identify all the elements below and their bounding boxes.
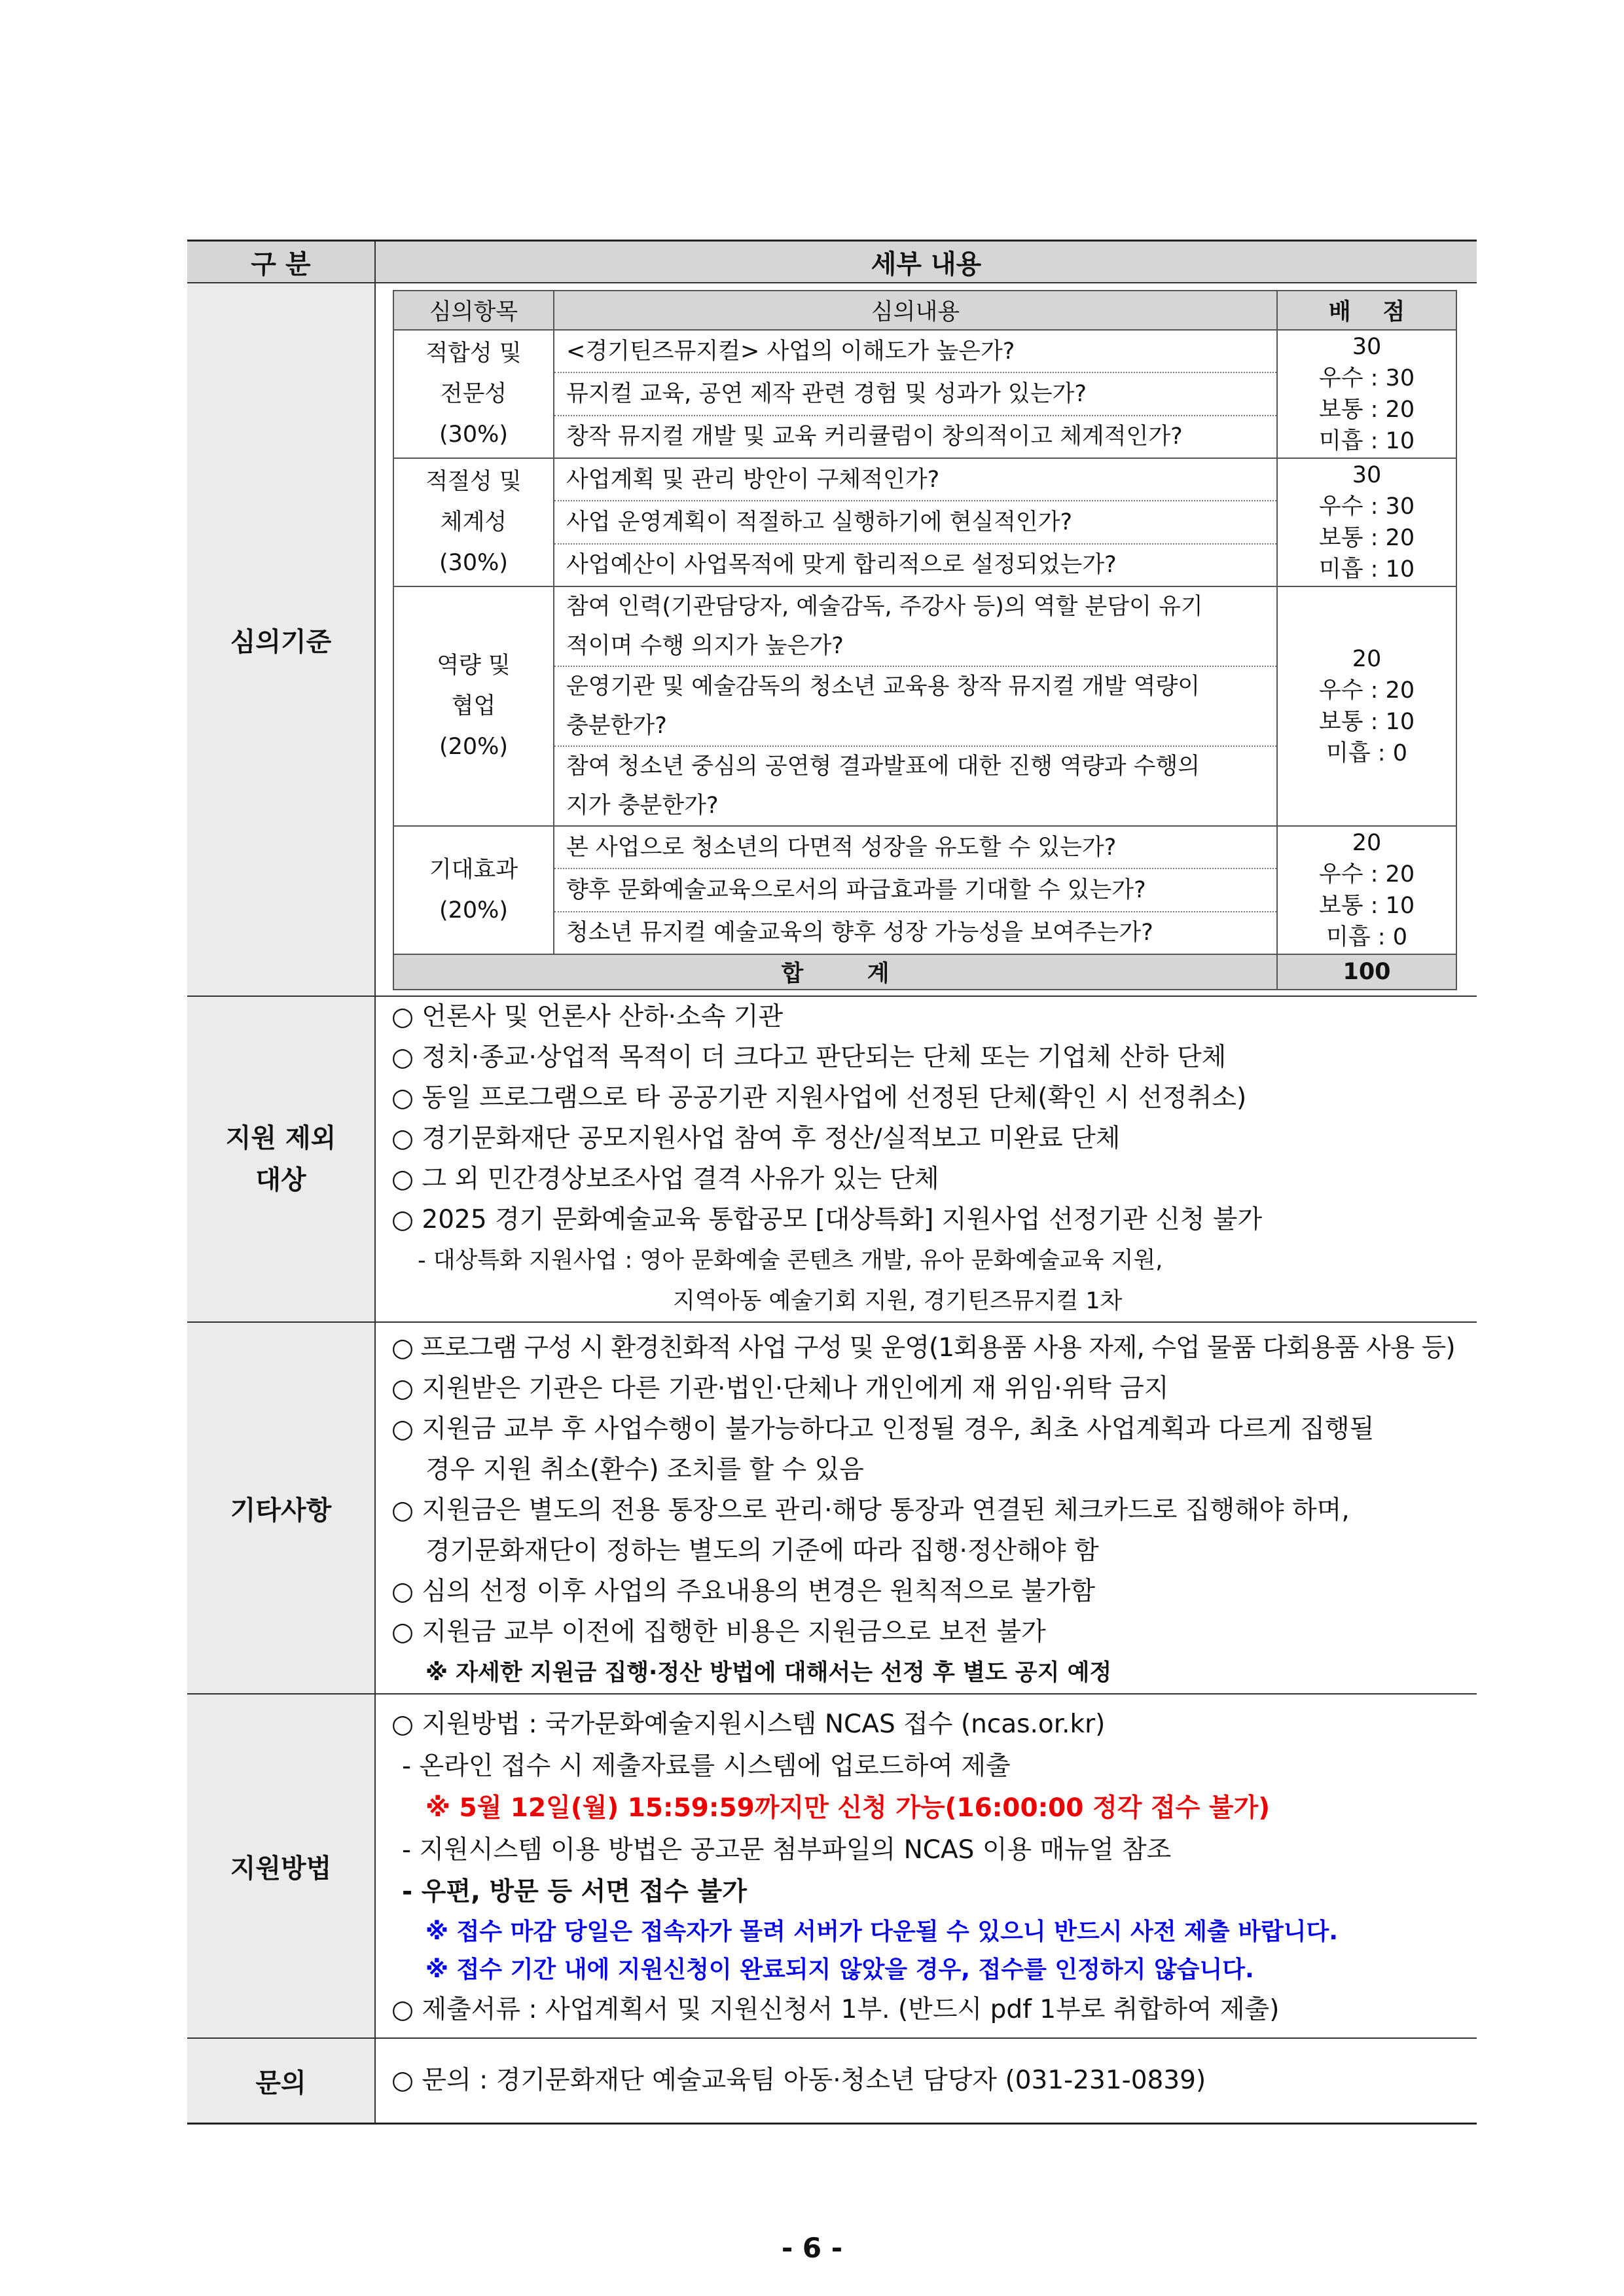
criteria-item xyxy=(393,586,554,826)
criteria-score-line: 우수 : 30 xyxy=(1318,493,1415,520)
criteria-item-line: 협업 xyxy=(451,693,496,719)
criteria-item-line: (20%) xyxy=(439,734,509,760)
method-line: - 온라인 접수 시 제출자료를 시스템에 업로드하여 제출 xyxy=(402,1751,1011,1781)
method-line: - 우편, 방문 등 서면 접수 불가 xyxy=(402,1877,747,1907)
criteria-content-row xyxy=(393,826,1456,869)
criteria-content-line: 창작 뮤지컬 개발 및 교육 커리큘럼이 창의적이고 체계적인가? xyxy=(566,423,1183,450)
criteria-label: 심의기준 xyxy=(187,283,375,996)
other-item: ○ 지원금은 별도의 전용 통장으로 관리·해당 통장과 연결된 체크카드로 집행해야 하며, xyxy=(391,1496,1350,1525)
exclusion-row xyxy=(187,996,1477,1322)
criteria-item-line: (30%) xyxy=(439,550,509,576)
exclusion-sub-line: 지역아동 예술기회 지원, 경기틴즈뮤지컬 1차 xyxy=(673,1288,1123,1314)
criteria-item-line: 체계성 xyxy=(440,509,507,535)
criteria-content-line: 충분한가? xyxy=(566,713,667,739)
criteria-score-line: 20 xyxy=(1352,646,1382,672)
criteria-content xyxy=(554,458,1277,501)
criteria-item-line: 적합성 및 xyxy=(425,340,522,367)
exclusion-label xyxy=(187,996,375,1322)
criteria-content-row xyxy=(393,330,1456,372)
other-label: 기타사항 xyxy=(187,1322,375,1694)
criteria-item xyxy=(393,826,554,954)
criteria-score-line: 미흡 : 0 xyxy=(1326,740,1407,766)
criteria-header-row xyxy=(393,291,1456,330)
criteria-item-line: 기대효과 xyxy=(429,857,518,883)
criteria-score-line: 우수 : 20 xyxy=(1318,677,1415,704)
criteria-content xyxy=(554,912,1277,954)
criteria-content xyxy=(554,826,1277,869)
total-label: 합 계 xyxy=(393,954,1277,990)
total-value: 100 xyxy=(1277,954,1456,990)
method-label: 지원방법 xyxy=(187,1694,375,2038)
inquiry-content xyxy=(375,2038,1477,2124)
col-header-content: 심의내용 xyxy=(554,291,1277,330)
inquiry-line: ○ 문의 : 경기문화재단 예술교육팀 아동·청소년 담당자 (031-231-0839) xyxy=(391,2066,1206,2095)
criteria-content-line: 본 사업으로 청소년의 다면적 성장을 유도할 수 있는가? xyxy=(566,834,1117,861)
criteria-content xyxy=(554,372,1277,415)
criteria-content-line: 사업계획 및 관리 방안이 구체적인가? xyxy=(566,466,940,493)
exclusion-sub-line: - 대상특화 지원사업 : 영아 문화예술 콘텐츠 개발, 유아 문화예술교육 지원, xyxy=(418,1247,1163,1274)
exclusion-item: ○ 정치·종교·상업적 목적이 더 크다고 판단되는 단체 또는 기업체 산하 단체 xyxy=(391,1043,1227,1072)
page-number: - 6 - xyxy=(781,2232,843,2264)
method-deadline: ※ 5월 12일(월) 15:59:59까지만 신청 가능(16:00:00 정각 접수 불가) xyxy=(425,1793,1271,1823)
criteria-content-line: 청소년 뮤지컬 예술교육의 향후 성장 가능성을 보여주는가? xyxy=(566,920,1153,946)
main-table xyxy=(187,240,1477,2125)
method-warning: ※ 접수 기간 내에 지원신청이 완료되지 않았을 경우, 접수를 인정하지 않습니다. xyxy=(425,1956,1254,1983)
criteria-content xyxy=(554,869,1277,911)
criteria-total-row xyxy=(393,954,1456,990)
criteria-content-line: <경기틴즈뮤지컬> 사업의 이해도가 높은가? xyxy=(566,338,1015,365)
method-row xyxy=(187,1694,1477,2038)
method-content xyxy=(375,1694,1477,2038)
criteria-content-row xyxy=(393,458,1456,501)
criteria-score-line: 미흡 : 0 xyxy=(1326,924,1407,950)
criteria-score-line: 보통 : 20 xyxy=(1318,525,1415,551)
criteria-content-line: 운영기관 및 예술감독의 청소년 교육용 창작 뮤지컬 개발 역량이 xyxy=(566,673,1200,700)
criteria-item-line: (20%) xyxy=(439,897,509,924)
criteria-score-line: 보통 : 10 xyxy=(1318,709,1415,735)
criteria-content-line: 참여 청소년 중심의 공연형 결과발표에 대한 진행 역량과 수행의 xyxy=(566,753,1200,780)
exclusion-label-line: 대상 xyxy=(255,1165,306,1195)
other-item-cont: 경우 지원 취소(환수) 조치를 할 수 있음 xyxy=(425,1455,864,1484)
criteria-item-line: 역량 및 xyxy=(437,653,511,679)
header-details: 세부 내용 xyxy=(375,241,1477,283)
criteria-score xyxy=(1277,330,1456,458)
col-header-item: 심의항목 xyxy=(393,291,554,330)
criteria-score-line: 미흡 : 10 xyxy=(1318,428,1415,454)
criteria-score xyxy=(1277,826,1456,954)
criteria-item-line: (30%) xyxy=(439,422,509,448)
criteria-content-line: 향후 문화예술교육으로서의 파급효과를 기대할 수 있는가? xyxy=(566,876,1146,903)
criteria-content xyxy=(554,544,1277,586)
criteria-content-line: 사업 운영계획이 적절하고 실행하기에 현실적인가? xyxy=(566,509,1073,535)
criteria-score-line: 우수 : 20 xyxy=(1318,861,1415,888)
criteria-table xyxy=(393,290,1457,990)
header-row xyxy=(187,241,1477,283)
method-line: - 지원시스템 이용 방법은 공고문 첨부파일의 NCAS 이용 매뉴얼 참조 xyxy=(402,1835,1172,1865)
other-row xyxy=(187,1322,1477,1694)
criteria-content xyxy=(554,586,1277,666)
criteria-score-line: 미흡 : 10 xyxy=(1318,556,1415,583)
exclusion-item: ○ 동일 프로그램으로 타 공공기관 지원사업에 선정된 단체(확인 시 선정취소) xyxy=(391,1083,1247,1113)
exclusion-item: ○ 경기문화재단 공모지원사업 참여 후 정산/실적보고 미완료 단체 xyxy=(391,1124,1121,1153)
criteria-score-line: 우수 : 30 xyxy=(1318,365,1415,391)
other-content xyxy=(375,1322,1477,1694)
other-item-cont: 경기문화재단이 정하는 별도의 기준에 따라 집행·정산해야 함 xyxy=(425,1536,1099,1566)
criteria-item xyxy=(393,330,554,458)
criteria-content xyxy=(554,501,1277,543)
exclusion-item: ○ 2025 경기 문화예술교육 통합공모 [대상특화] 지원사업 선정기관 신청 불가 xyxy=(391,1205,1263,1234)
other-item: ○ 심의 선정 이후 사업의 주요내용의 변경은 원칙적으로 불가함 xyxy=(391,1577,1096,1606)
header-category: 구 분 xyxy=(187,241,375,283)
criteria-content-line: 사업예산이 사업목적에 맞게 합리적으로 설정되었는가? xyxy=(566,552,1117,579)
exclusion-content xyxy=(375,996,1477,1322)
criteria-score xyxy=(1277,458,1456,586)
exclusion-label-line: 지원 제외 xyxy=(225,1123,336,1153)
criteria-content-line: 뮤지컬 교육, 공연 제작 관련 경험 및 성과가 있는가? xyxy=(566,380,1087,407)
other-item: ○ 지원금 교부 이전에 집행한 비용은 지원금으로 보전 불가 xyxy=(391,1617,1046,1647)
criteria-row xyxy=(187,283,1477,996)
other-item: ○ 프로그램 구성 시 환경친화적 사업 구성 및 운영(1회용품 사용 자제, 수업 물품 다회용품 사용 등) xyxy=(391,1333,1455,1363)
other-item: ○ 지원금 교부 후 사업수행이 불가능하다고 인정될 경우, 최초 사업계획과 다르게 집행될 xyxy=(391,1414,1375,1444)
exclusion-item: ○ 그 외 민간경상보조사업 결격 사유가 있는 단체 xyxy=(391,1164,939,1194)
criteria-score-line: 보통 : 20 xyxy=(1318,397,1415,423)
criteria-content-row xyxy=(393,586,1456,666)
exclusion-item: ○ 언론사 및 언론사 산하·소속 기관 xyxy=(391,1002,784,1031)
criteria-item-line: 전문성 xyxy=(440,381,507,407)
other-note: ※ 자세한 지원금 집행·정산 방법에 대해서는 선정 후 별도 공지 예정 xyxy=(425,1660,1112,1686)
method-line: ○ 지원방법 : 국가문화예술지원시스템 NCAS 접수 (ncas.or.kr) xyxy=(391,1710,1106,1739)
other-item: ○ 지원받은 기관은 다른 기관·법인·단체나 개인에게 재 위임·위탁 금지 xyxy=(391,1374,1169,1403)
criteria-score-line: 30 xyxy=(1352,334,1382,360)
criteria-content xyxy=(554,416,1277,458)
criteria-score-line: 보통 : 10 xyxy=(1318,893,1415,919)
col-header-score: 배 점 xyxy=(1277,291,1456,330)
criteria-content-line: 적이며 수행 의지가 높은가? xyxy=(566,633,844,659)
criteria-score-line: 30 xyxy=(1352,462,1382,488)
method-warning: ※ 접수 마감 당일은 접속자가 몰려 서버가 다운될 수 있으니 반드시 사전 제출 바랍니다. xyxy=(425,1918,1338,1945)
criteria-content xyxy=(554,666,1277,746)
inquiry-label: 문의 xyxy=(187,2038,375,2124)
method-line: ○ 제출서류 : 사업계획서 및 지원신청서 1부. (반드시 pdf 1부로 취합하여 제출) xyxy=(391,1995,1280,2024)
criteria-item xyxy=(393,458,554,586)
criteria-item-line: 적절성 및 xyxy=(425,469,522,495)
criteria-content xyxy=(375,283,1477,996)
inquiry-row xyxy=(187,2038,1477,2124)
criteria-content xyxy=(554,746,1277,826)
criteria-content-line: 지가 충분한가? xyxy=(566,793,719,819)
criteria-content-line: 참여 인력(기관담당자, 예술감독, 주강사 등)의 역할 분담이 유기 xyxy=(566,594,1203,620)
criteria-content xyxy=(554,330,1277,372)
criteria-score xyxy=(1277,586,1456,826)
criteria-score-line: 20 xyxy=(1352,830,1382,856)
